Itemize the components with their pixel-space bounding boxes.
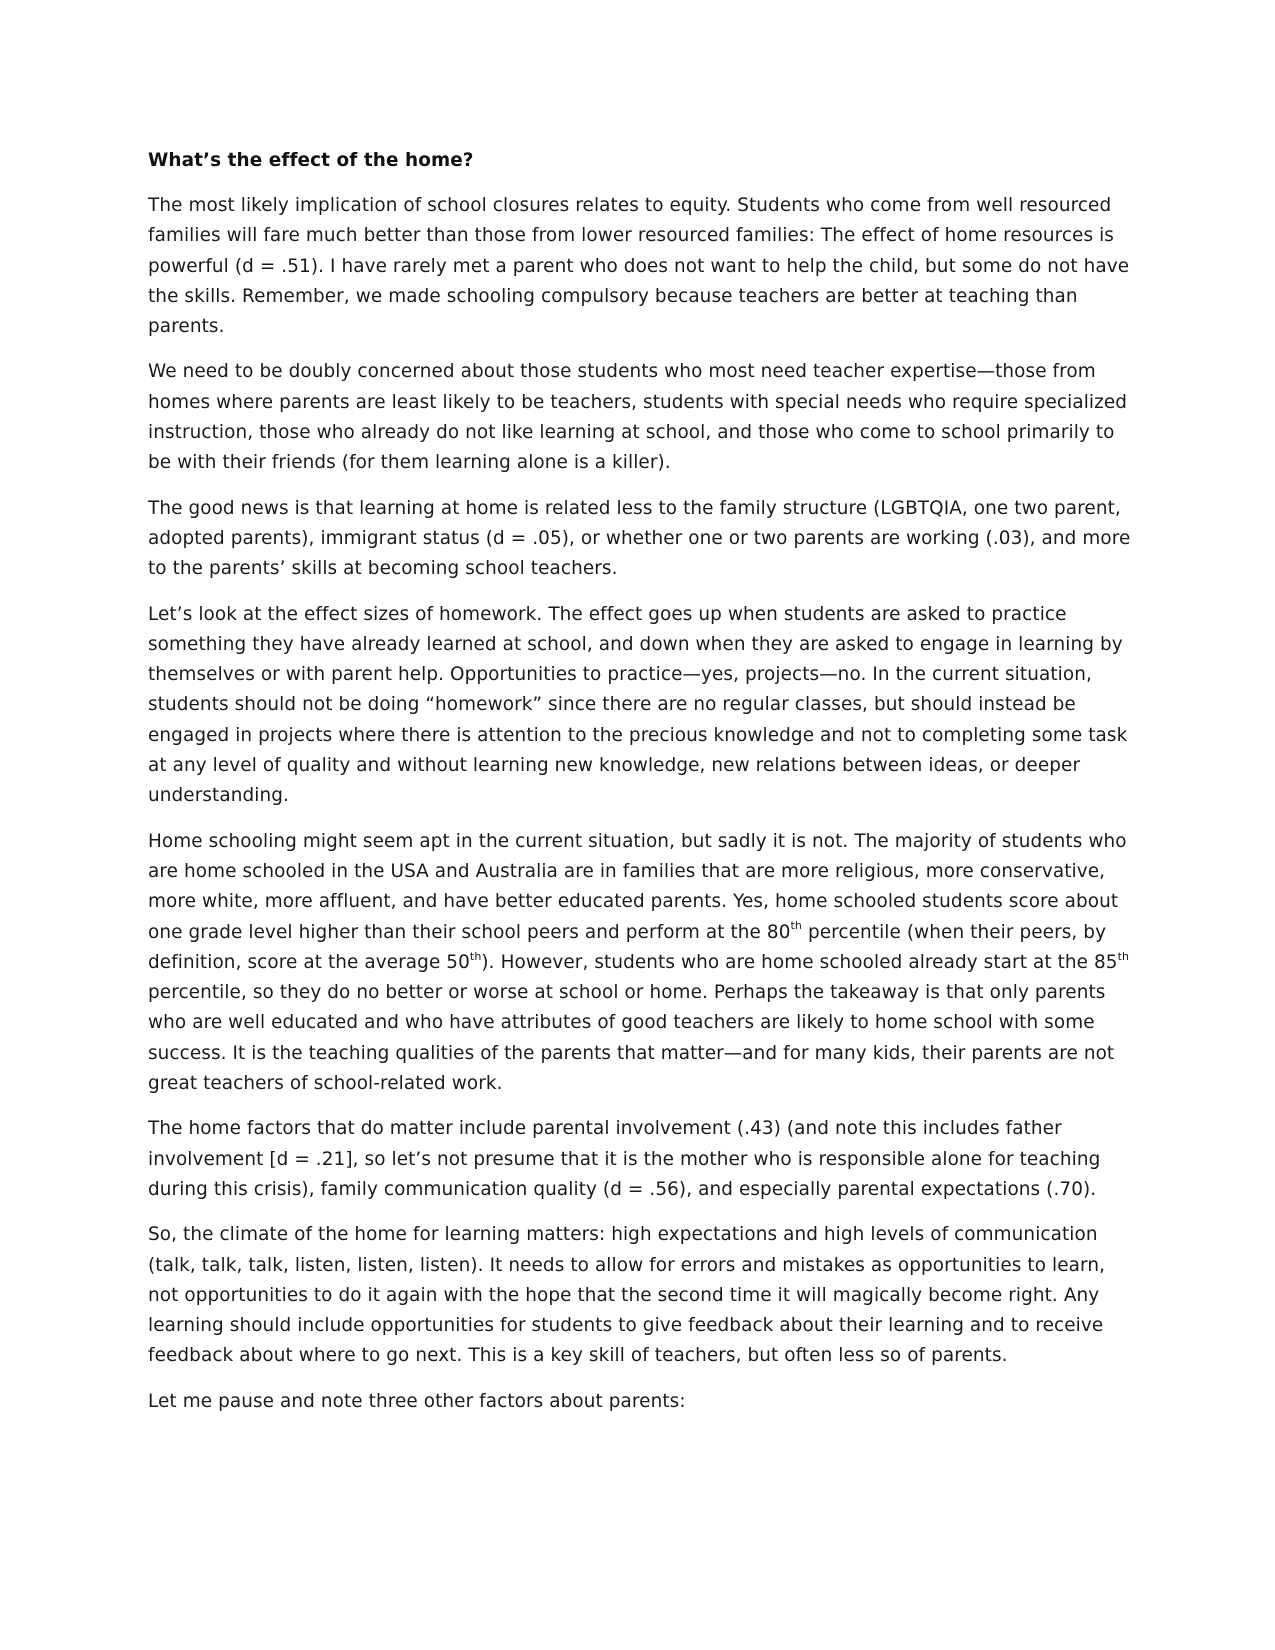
paragraph-home-schooling: [148, 827, 1133, 1100]
paragraph-teacher-expertise: We need to be doubly concerned about those students who most need teacher expertise—those from homes where parents are least likely to be teachers, students with special needs who require specialized instruction, those who already do not like learning at school, and those who come to school primarily to be with their friends (for them learning alone is a killer).: [148, 361, 1128, 474]
paragraph-equity: The most likely implication of school closures relates to equity. Students who come from well resourced families will fare much better than those from lower resourced families: The effect of home resources is powerful (d = .51). I have rarely met a parent who does not want to help the child, but some do not have the skills. Remember, we made schooling compulsory because teachers are better at teaching than parents.: [148, 195, 1130, 338]
paragraph-text-segment: percentile (when their peers, by definition, score at the average 50: [148, 921, 1107, 973]
paragraph-home-factors: The home factors that do matter include parental involvement (.43) (and note this includes father involvement [d = .21], so let’s not presume that it is the mother who is responsible alone for teaching during this crisis), family communication quality (d = .56), and especially parental expectations (.70).: [148, 1118, 1101, 1200]
paragraph-homework: Let’s look at the effect sizes of homework. The effect goes up when students are asked to practice something they have already learned at school, and down when they are asked to engage in learning by themselves or with parent help. Opportunities to practice—yes, projects—no. In the current situation, students should not be doing “homework” since there are no regular classes, but should instead be engaged in projects where there is attention to the precious knowledge and not to completing some task at any level of quality and without learning new knowledge, new relations between ideas, or deeper understanding.: [148, 603, 1128, 807]
section-heading: What’s the effect of the home?: [148, 150, 474, 171]
superscript-ordinal: th: [469, 949, 482, 963]
paragraph-text-segment: ). However, students who are home schooled already start at the 85: [481, 951, 1118, 973]
paragraph-climate: So, the climate of the home for learning matters: high expectations and high levels of communication (talk, talk, talk, listen, listen, listen). It needs to allow for errors and mistakes as opportunities to learn, not opportunities to do it again with the hope that the second time it will magically become right. Any learning should include opportunities for students to give feedback about their learning and to receive feedback about where to go next. This is a key skill of teachers, but often less so of parents.: [148, 1224, 1106, 1367]
superscript-ordinal: th: [790, 919, 803, 933]
paragraph-text-segment: percentile, so they do no better or worse at school or home. Perhaps the takeaway is that only parents who are well educated and who have attributes of good teachers are likely to home school with some success. It is the teaching qualities of the parents that matter—and for many kids, their parents are not great teachers of school-related work.: [148, 982, 1115, 1095]
paragraph-good-news: The good news is that learning at home is related less to the family structure (LGBTQIA, one two parent, adopted parents), immigrant status (d = .05), or whether one or two parents are working (.03), and more to the parents’ skills at becoming school teachers.: [148, 497, 1131, 580]
document-body: [148, 146, 1133, 1432]
superscript-ordinal: th: [1117, 949, 1130, 963]
paragraph-text-segment: Home schooling might seem apt in the current situation, but sadly it is not. The majority of students who are home schooled in the USA and Australia are in families that are more religious, more conservative, more white, more affluent, and have better educated parents. Yes, home schooled students score about one grade level higher than their school peers and perform at the 80: [148, 830, 1127, 943]
paragraph-pause: Let me pause and note three other factors about parents:: [148, 1390, 686, 1412]
